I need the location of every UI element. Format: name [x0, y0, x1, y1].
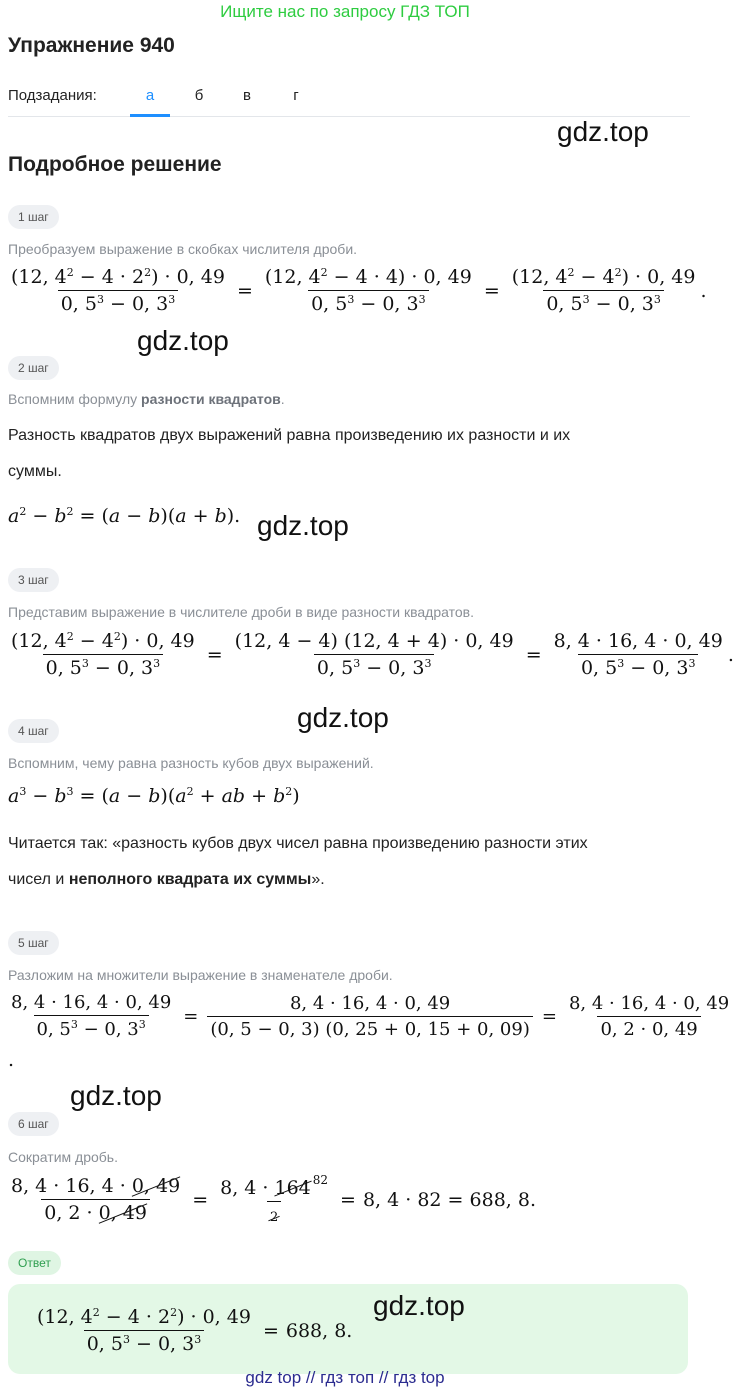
- step-hint: Представим выражение в числителе дроби в виде разности квадратов.: [8, 604, 474, 620]
- watermark: gdz.top: [297, 702, 389, 733]
- search-banner: Ищите нас по запросу ГДЗ ТОП: [220, 2, 470, 21]
- subtasks-bar: [8, 87, 690, 117]
- formula-difference-of-squares: $a^2 - b^2 = (a - b)(a + b)$.: [8, 505, 241, 527]
- step3-formula: $\frac{(12, 4^2 - 4^2) \cdot 0, 49}{0, 5^3 - 0, 3^3}$ = $\frac{(12, 4 - 4) (12, 4 + 4) \cdot 0, 49}{0, 5^3 - 0, 3^3}$ = $\frac{8, 4 \cdot 16, 4 \cdot 0, 49}{0, 5^3 - 0, 3^3}$ .: [11, 630, 734, 679]
- section-title: Подробное решение: [8, 153, 222, 176]
- step-badge: 6 шаг: [8, 1112, 59, 1136]
- step6-formula: $\frac{8, 4 \cdot 16, 4 \cdot 0, 49}{0, 2 \cdot 0, 49}$ = $\frac{8, 4 \cdot 164 ^{82}}{2}$ = 8, 4 · 82 = 688, 8.: [11, 1173, 536, 1225]
- step-text: суммы.: [8, 463, 62, 480]
- formula-period: .: [8, 1049, 15, 1071]
- step-badge: 1 шаг: [8, 205, 59, 229]
- watermark: gdz.top: [557, 116, 649, 147]
- step5-formula: $\frac{8, 4 \cdot 16, 4 \cdot 0, 49}{0, 5^3 - 0, 3^3}$ = $\frac{8, 4 \cdot 16, 4 \cdot 0, 49}{(0, 5 - 0, 3) (0, 25 + 0, 15 + 0, 09)}$ = $\frac{8, 4 \cdot 16, 4 \cdot 0, 49}{0, 2 \cdot 0, 49}$: [11, 992, 730, 1040]
- step-badge: 2 шаг: [8, 356, 59, 380]
- subtask-tab-b[interactable]: б: [194, 87, 204, 104]
- step-hint: Преобразуем выражение в скобках числителя дроби.: [8, 241, 358, 257]
- step-hint: Вспомним, чему равна разность кубов двух выражений.: [8, 755, 374, 771]
- subtask-tab-v[interactable]: в: [243, 87, 251, 104]
- footer-watermark: gdz top // гдз топ // гдз top: [245, 1368, 445, 1387]
- step-badge: 3 шаг: [8, 568, 59, 592]
- subtask-tab-a[interactable]: а: [130, 87, 170, 117]
- watermark: gdz.top: [257, 510, 349, 541]
- formula-difference-of-cubes: $a^3 - b^3 = (a - b)(a^2$ + ab + $b^2$): [8, 785, 300, 807]
- subtask-tab-g[interactable]: г: [293, 87, 299, 104]
- watermark: gdz.top: [137, 325, 229, 356]
- step-text: чисел и неполного квадрата их суммы».: [8, 871, 325, 888]
- step-text: Разность квадратов двух выражений равна произведению их разности и их: [8, 427, 571, 444]
- step-badge: 5 шаг: [8, 931, 59, 955]
- step1-formula: $\frac{(12, 4^2 - 4 \cdot 2^2) \cdot 0, 49}{0, 5^3 - 0, 3^3}$ = $\frac{(12, 4^2 - 4 \cdot 4) \cdot 0, 49}{0, 5^3 - 0, 3^3}$ = $\frac{(12, 4^2 - 4^2) \cdot 0, 49}{0, 5^3 - 0, 3^3}$ .: [11, 266, 707, 315]
- step-hint: Вспомним формулу разности квадратов.: [8, 391, 285, 407]
- answer-badge: Ответ: [8, 1251, 61, 1275]
- watermark: gdz.top: [70, 1080, 162, 1111]
- watermark: gdz.top: [373, 1290, 465, 1321]
- step-hint: Сократим дробь.: [8, 1149, 118, 1165]
- subtasks-label: Подзадания:: [8, 87, 97, 104]
- step-badge: 4 шаг: [8, 719, 59, 743]
- answer-formula: $\frac{(12, 4^2 - 4 \cdot 2^2) \cdot 0, 49}{0, 5^3 - 0, 3^3}$ = 688, 8.: [37, 1306, 353, 1355]
- step-text: Читается так: «разность кубов двух чисел равна произведению разности этих: [8, 835, 588, 852]
- page-title: Упражнение 940: [8, 34, 175, 57]
- step-hint: Разложим на множители выражение в знаменателе дроби.: [8, 967, 393, 983]
